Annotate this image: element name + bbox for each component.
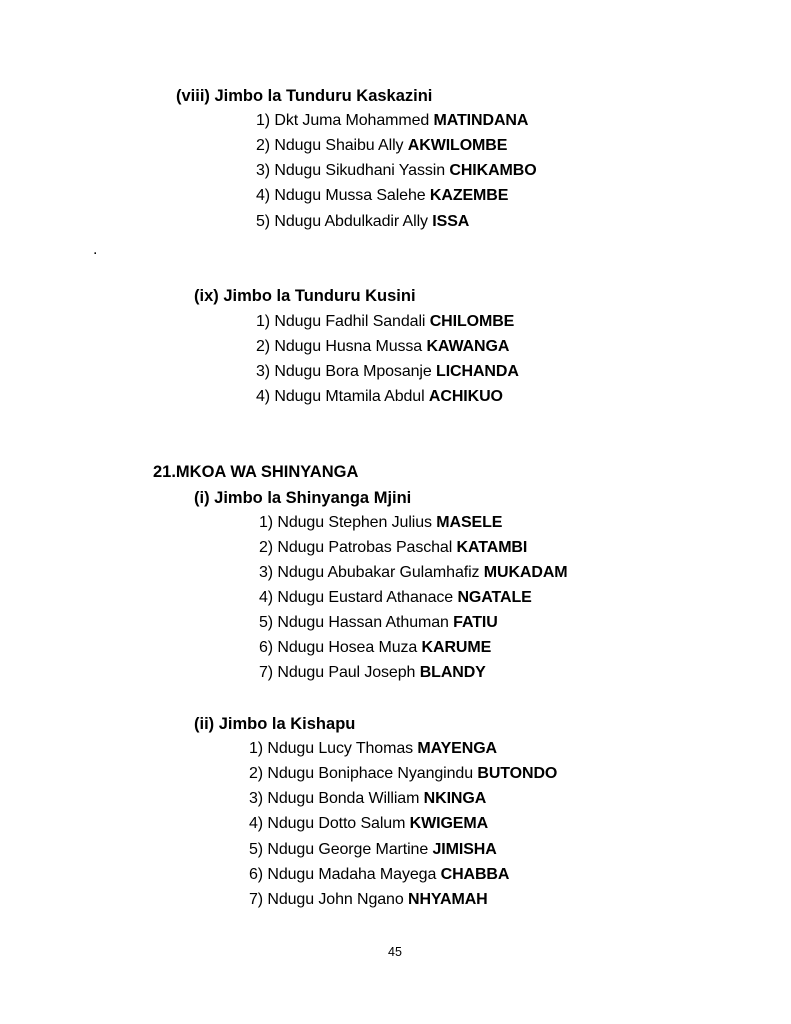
list-item: 4) Ndugu Mussa Salehe KAZEMBE bbox=[256, 187, 509, 204]
list-item: 4) Ndugu Mtamila Abdul ACHIKUO bbox=[256, 388, 503, 405]
list-item: 6) Ndugu Madaha Mayega CHABBA bbox=[249, 866, 510, 883]
list-item: 6) Ndugu Hosea Muza KARUME bbox=[259, 639, 492, 656]
list-item: 1) Ndugu Fadhil Sandali CHILOMBE bbox=[256, 313, 515, 330]
list-item: 1) Ndugu Stephen Julius MASELE bbox=[259, 514, 503, 531]
page-number: 45 bbox=[388, 945, 402, 959]
list-item: 2) Ndugu Shaibu Ally AKWILOMBE bbox=[256, 137, 508, 154]
list-item: 2) Ndugu Patrobas Paschal KATAMBI bbox=[259, 539, 528, 556]
list-item: 2) Ndugu Boniphace Nyangindu BUTONDO bbox=[249, 765, 558, 782]
list-item: 3) Ndugu Bora Mposanje LICHANDA bbox=[256, 363, 519, 380]
list-item: 5) Ndugu George Martine JIMISHA bbox=[249, 841, 497, 858]
list-item: 3) Ndugu Bonda William NKINGA bbox=[249, 790, 487, 807]
list-item: 5) Ndugu Abdulkadir Ally ISSA bbox=[256, 213, 470, 230]
list-item: 7) Ndugu Paul Joseph BLANDY bbox=[259, 664, 486, 681]
list-item: 3) Ndugu Sikudhani Yassin CHIKAMBO bbox=[256, 162, 537, 179]
list-item: 1) Ndugu Lucy Thomas MAYENGA bbox=[249, 740, 497, 757]
region-heading: 21.MKOA WA SHINYANGA bbox=[153, 463, 359, 481]
section-heading-kishapu: (ii) Jimbo la Kishapu bbox=[194, 715, 356, 733]
list-item: 3) Ndugu Abubakar Gulamhafiz MUKADAM bbox=[259, 564, 568, 581]
list-item: 2) Ndugu Husna Mussa KAWANGA bbox=[256, 338, 510, 355]
list-item: 4) Ndugu Eustard Athanace NGATALE bbox=[259, 589, 532, 606]
stray-dot: . bbox=[93, 241, 98, 258]
list-item: 7) Ndugu John Ngano NHYAMAH bbox=[249, 891, 488, 908]
list-item: 5) Ndugu Hassan Athuman FATIU bbox=[259, 614, 498, 631]
list-item: 4) Ndugu Dotto Salum KWIGEMA bbox=[249, 815, 489, 832]
section-heading-shinyanga-mjini: (i) Jimbo la Shinyanga Mjini bbox=[194, 489, 412, 507]
section-heading-tunduru-kusini: (ix) Jimbo la Tunduru Kusini bbox=[194, 287, 416, 305]
list-item: 1) Dkt Juma Mohammed MATINDANA bbox=[256, 112, 529, 129]
section-heading-tunduru-kaskazini: (viii) Jimbo la Tunduru Kaskazini bbox=[176, 87, 433, 105]
